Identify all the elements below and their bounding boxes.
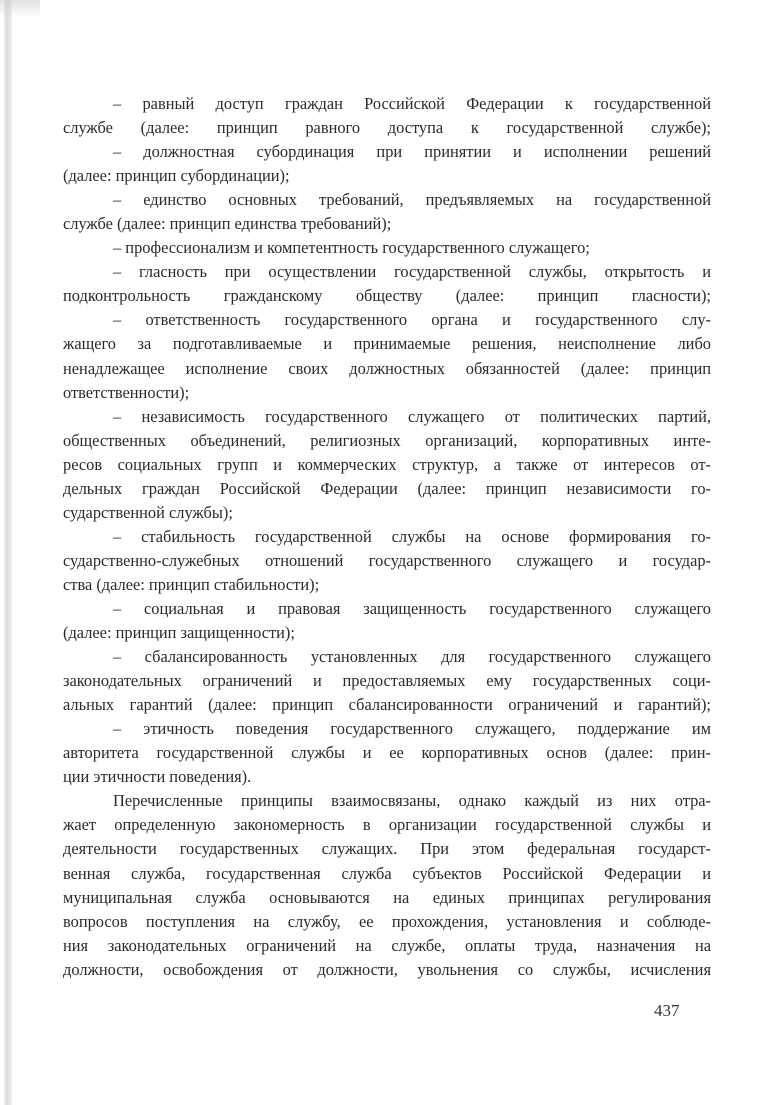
text-line: сударственно-служебных отношений государственного служащего и государ- [63, 550, 711, 570]
text-line: законодательных ограничений и предоставляемых ему государственных соци- [63, 671, 711, 691]
text-line: венная служба, государственная служба субъектов Российской Федерации и [63, 863, 711, 883]
text-line: сударственной службы); [63, 502, 233, 522]
text-line: дельных граждан Российской Федерации (далее: принцип независимости го- [63, 478, 711, 498]
text-line: (далее: принцип защищенности); [63, 623, 295, 643]
text-line: службе (далее: принцип равного доступа к государственной службе); [63, 118, 711, 138]
text-line: деятельности государственных служащих. При этом федеральная государст- [63, 839, 711, 859]
text-line: жает определенную закономерность в организации государственной службы и [63, 815, 711, 835]
scan-binding-edge [4, 0, 12, 1105]
text-line: должности, освобождения от должности, увольнения со службы, исчисления [63, 959, 711, 979]
text-line: жащего за подготавливаемые и принимаемые решения, неисполнение либо [63, 334, 711, 354]
text-line: ответственности); [63, 382, 190, 402]
page-number: 437 [654, 1001, 680, 1020]
scan-corner-shadow [0, 0, 40, 18]
text-line: – стабильность государственной службы на основе формирования го- [113, 526, 711, 546]
text-line: – профессионализм и компетентность государственного служащего; [113, 238, 590, 258]
text-line: (далее: принцип субординации); [63, 166, 290, 186]
text-line: общественных объединений, религиозных организаций, корпоративных инте- [63, 430, 711, 450]
text-line: подконтрольность гражданскому обществу (далее: принцип гласности); [63, 286, 711, 306]
text-line: ресов социальных групп и коммерческих структур, а также от интересов от- [63, 454, 711, 474]
text-line: – гласность при осуществлении государственной службы, открытость и [113, 262, 711, 282]
text-line: ции этичности поведения). [63, 767, 252, 787]
text-line: – независимость государственного служащего от политических партий, [113, 406, 711, 426]
page-body-text [63, 92, 711, 982]
text-line: Перечисленные принципы взаимосвязаны, однако каждый из них отра- [113, 791, 711, 811]
text-line: ства (далее: принцип стабильности); [63, 574, 320, 594]
text-line: – ответственность государственного органа и государственного слу- [113, 310, 711, 330]
text-line: – единство основных требований, предъявляемых на государственной [113, 190, 711, 210]
text-line: – сбалансированность установленных для государственного служащего [113, 647, 711, 667]
text-line: – должностная субординация при принятии и исполнении решений [113, 142, 711, 162]
text-line: муниципальная служба основываются на единых принципах регулирования [63, 887, 711, 907]
text-line: авторитета государственной службы и ее корпоративных основ (далее: прин- [63, 743, 711, 763]
text-line: – равный доступ граждан Российской Федерации к государственной [113, 94, 711, 113]
text-line: альных гарантий (далее: принцип сбалансированности ограничений и гарантий); [63, 695, 711, 715]
text-line: – этичность поведения государственного служащего, поддержание им [113, 719, 711, 739]
text-line: ния законодательных ограничений на службе, оплаты труда, назначения на [63, 935, 711, 955]
text-line: – социальная и правовая защищенность государственного служащего [113, 598, 711, 618]
text-line: вопросов поступления на службу, ее прохождения, установления и соблюде- [63, 911, 711, 931]
text-line: ненадлежащее исполнение своих должностных обязанностей (далее: принцип [63, 358, 711, 378]
text-line: службе (далее: принцип единства требований); [63, 214, 392, 234]
